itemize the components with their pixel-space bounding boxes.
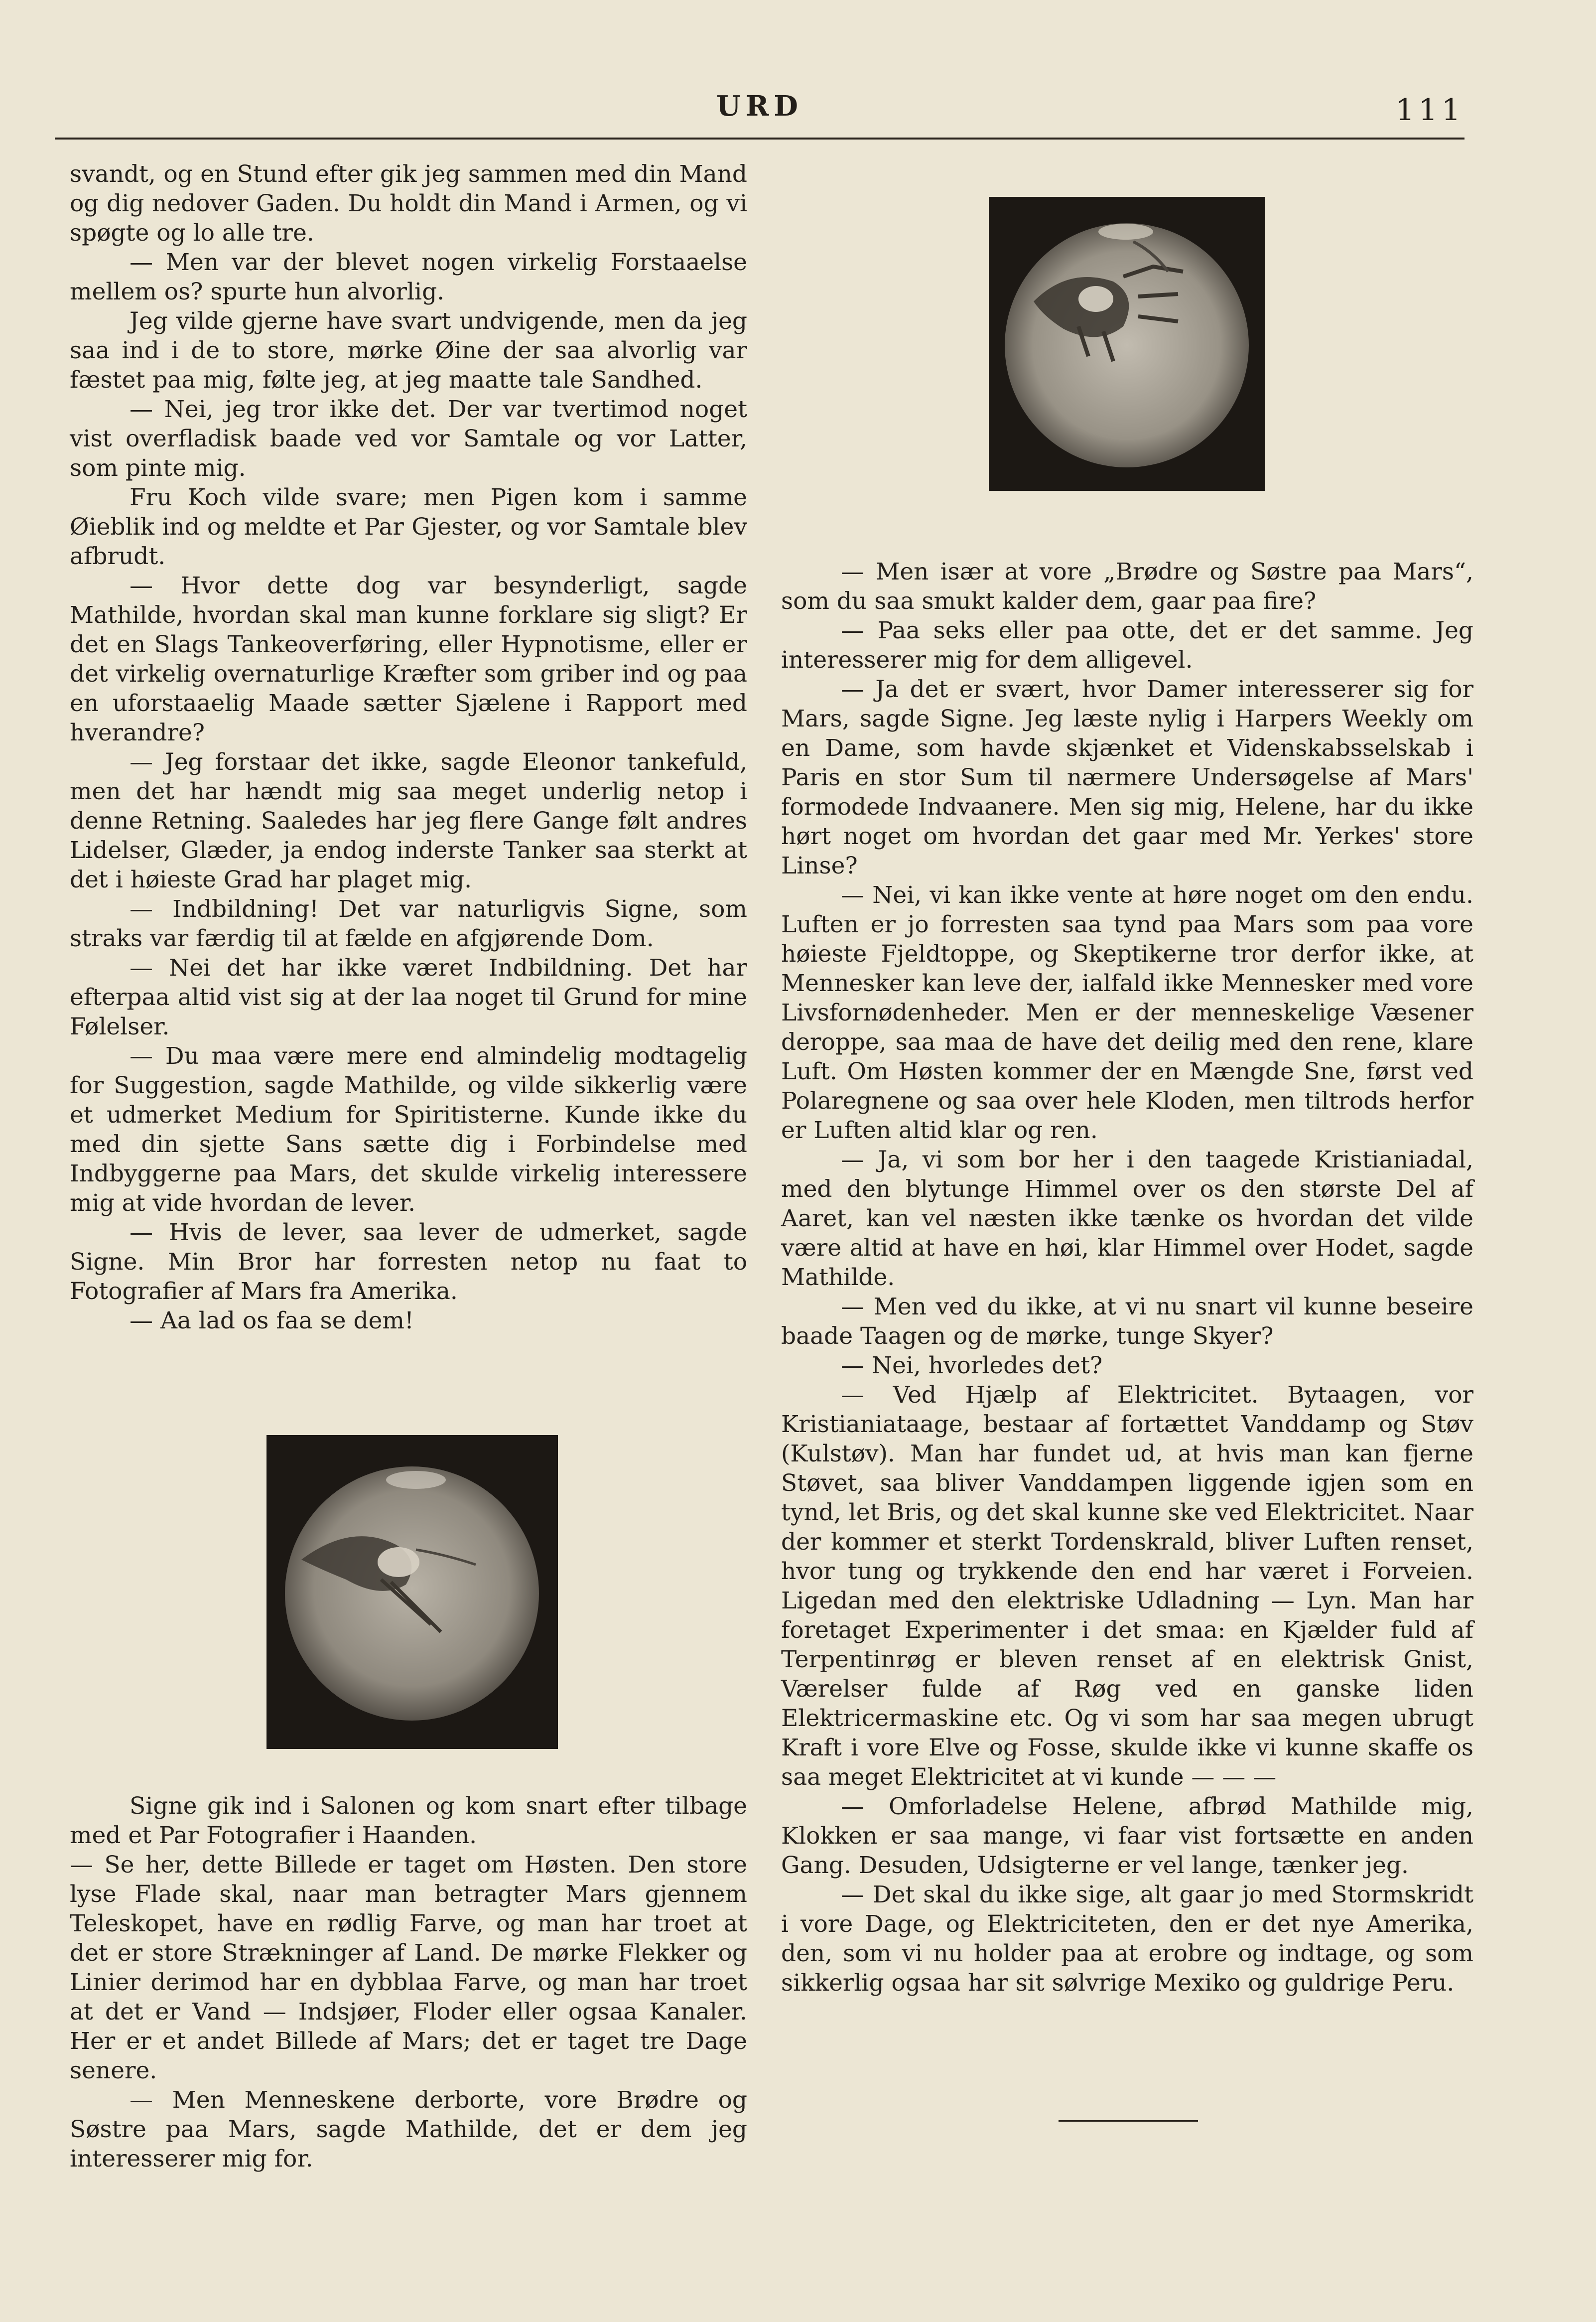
paragraph: — Hvor dette dog var besynderligt, sagde Mathilde, hvordan skal man kunne forklare sig sligt? Er det en Slags Tankeoverføring, eller Hypnotisme, eller er det virkelig overnaturlige Kræfter som griber ind og paa en uforstaaelig Maade sætter Sjælene i Rapport med hverandre? (70, 572, 747, 746)
paragraph: — Omforladelse Helene, afbrød Mathilde mig, Klokken er saa mange, vi faar vist fortsætte en anden Gang. Desuden, Udsigterne er vel lange, tænker jeg. (781, 1793, 1473, 1879)
paragraph: Jeg vilde gjerne have svart undvigende, men da jeg saa ind i de to store, mørke Øine der saa alvorlig var fæstet paa mig, følte jeg, at jeg maatte tale Sandhed. (70, 307, 747, 394)
header-rule (55, 138, 1464, 140)
paragraph: — Men Menneskene derborte, vore Brødre og Søstre paa Mars, sagde Mathilde, det er dem jeg interesserer mig for. (70, 2086, 747, 2173)
paragraph: — Se her, dette Billede er taget om Høsten. Den store lyse Flade skal, naar man betragter Mars gjennem Teleskopet, have en rødlig Farve, og man har troet at det er store Strækninger af Land. De mørke Flekker og Linier derimod har en dybblaa Farve, og man har troet at det er Vand — Indsjøer, Floder eller ogsaa Kanaler. Her er et andet Billede af Mars; det er taget tre Dage senere. (70, 1851, 747, 2084)
paragraph: — Nei, jeg tror ikke det. Der var tvertimod noget vist overfladisk baade ved vor Samtale og vor Latter, som pinte mig. (70, 396, 747, 482)
paragraph: — Men var der blevet nogen virkelig Forstaaelse mellem os? spurte hun alvorlig. (70, 249, 747, 305)
paragraph: — Jeg forstaar det ikke, sagde Eleonor tankefuld, men det har hændt mig saa meget underlig netop i denne Retning. Saaledes har jeg flere Gange følt andres Lidelser, Glæder, ja endog inderste Tanker saa sterkt at det i høieste Grad har plaget mig. (70, 748, 747, 893)
paragraph: Signe gik ind i Salonen og kom snart efter tilbage med et Par Fotografier i Haanden. (70, 1792, 747, 1849)
paragraph: — Hvis de lever, saa lever de udmerket, sagde Signe. Min Bror har forresten netop nu faat to Fotografier af Mars fra Amerika. (70, 1219, 747, 1305)
paragraph: — Ved Hjælp af Elektricitet. Bytaagen, vor Kristianiataage, bestaar af fortættet Vanddamp og Støv (Kulstøv). Man har fundet ud, at hvis man kan fjerne Støvet, saa bliver Vanddampen liggende igjen som en tynd, let Bris, og det skal kunne ske ved Elektricitet. Naar der kommer et sterkt Tordenskrald, bliver Luften renset, hvor tung og trykkende den end har været i Forveien. Ligedan med den elektriske Udladning — Lyn. Man har foretaget Experimenter i det smaa: en Kjælder fuld af Terpentinrøg er bleven renset af en elektrisk Gnist, Værelser fulde af Røg ved en ganske liden Elektricermaskine etc. Og vi som har saa megen ubrugt Kraft i vore Elve og Fosse, skulde ikke vi kunne skaffe os saa meget Elektricitet at vi kunde — — — (781, 1381, 1473, 1791)
mars-photograph-autumn (266, 1435, 558, 1749)
paragraph: — Det skal du ikke sige, alt gaar jo med Stormskridt i vore Dage, og Elektriciteten, den er det nye Amerika, den, som vi nu holder paa at erobre og indtage, og som sikkerlig ogsaa har sit sølvrige Mexiko og guldrige Peru. (781, 1881, 1473, 1997)
paragraph: — Men især at vore „Brødre og Søstre paa Mars“, som du saa smukt kalder dem, gaar paa fire? (781, 558, 1473, 615)
paragraph: — Nei det har ikke været Indbildning. Det har efterpaa altid vist sig at der laa noget til Grund for mine Følelser. (70, 954, 747, 1040)
right-column-text (781, 557, 1473, 1998)
end-rule (1059, 2120, 1198, 2122)
paragraph: — Indbildning! Det var naturligvis Signe, som straks var færdig til at fælde en afgjørende Dom. (70, 895, 747, 952)
left-column-bottom-text (70, 1791, 747, 2174)
left-column-top-text (70, 159, 747, 1335)
page-number: 111 (1395, 93, 1464, 128)
paragraph: — Nei, hvorledes det? (841, 1352, 1103, 1379)
mars-disc-image-2 (989, 197, 1265, 491)
paragraph: — Men ved du ikke, at vi nu snart vil kunne beseire baade Taagen og de mørke, tunge Skyer? (781, 1293, 1473, 1350)
paragraph: — Ja det er svært, hvor Damer interesserer sig for Mars, sagde Signe. Jeg læste nylig i Harpers Weekly om en Dame, som havde skjænket et Videnskabsselskab i Paris en stor Sum til nærmere Undersøgelse af Mars' formodede Indvaanere. Men sig mig, Helene, har du ikke hørt noget om hvordan det gaar med Mr. Yerkes' store Linse? (781, 676, 1473, 879)
mars-photograph-later (989, 197, 1265, 491)
paragraph: svandt, og en Stund efter gik jeg sammen med din Mand og dig nedover Gaden. Du holdt din Mand i Armen, og vi spøgte og lo alle tre. (70, 160, 747, 247)
paragraph: — Aa lad os faa se dem! (130, 1307, 414, 1334)
page-header (55, 85, 1464, 140)
paragraph: — Nei, vi kan ikke vente at høre noget om den endu. Luften er jo forresten saa tynd paa Mars som paa vore høieste Fjeldtoppe, og Skeptikerne tror derfor ikke, at Mennesker kan leve der, ialfald ikke Mennesker med vore Livsfornødenheder. Men er der menneskelige Væsener deroppe, saa maa de have det deilig med den rene, klare Luft. Om Høsten kommer der en Mængde Sne, først ved Polaregnene og saa over hele Kloden, men tiltrods herfor er Luften altid klar og ren. (781, 881, 1473, 1144)
paragraph: Fru Koch vilde svare; men Pigen kom i samme Øieblik ind og meldte et Par Gjester, og vor Samtale blev afbrudt. (70, 484, 747, 570)
paragraph: — Du maa være mere end almindelig modtagelig for Suggestion, sagde Mathilde, og vilde sikkerlig være et udmerket Medium for Spiritisterne. Kunde ikke du med din sjette Sans sætte dig i Forbindelse med Indbyggerne paa Mars, det skulde virkelig interessere mig at vide hvordan de lever. (70, 1042, 747, 1217)
paragraph: — Ja, vi som bor her i den taagede Kristianiadal, med den blytunge Himmel over os den største Del af Aaret, kan vel næsten ikke tænke os hvordan det vilde være altid at have en høi, klar Himmel over Hodet, sagde Mathilde. (781, 1146, 1473, 1291)
mars-disc-image (266, 1435, 558, 1749)
journal-title: URD (716, 90, 803, 123)
paragraph: — Paa seks eller paa otte, det er det samme. Jeg interesserer mig for dem alligevel. (781, 617, 1473, 674)
